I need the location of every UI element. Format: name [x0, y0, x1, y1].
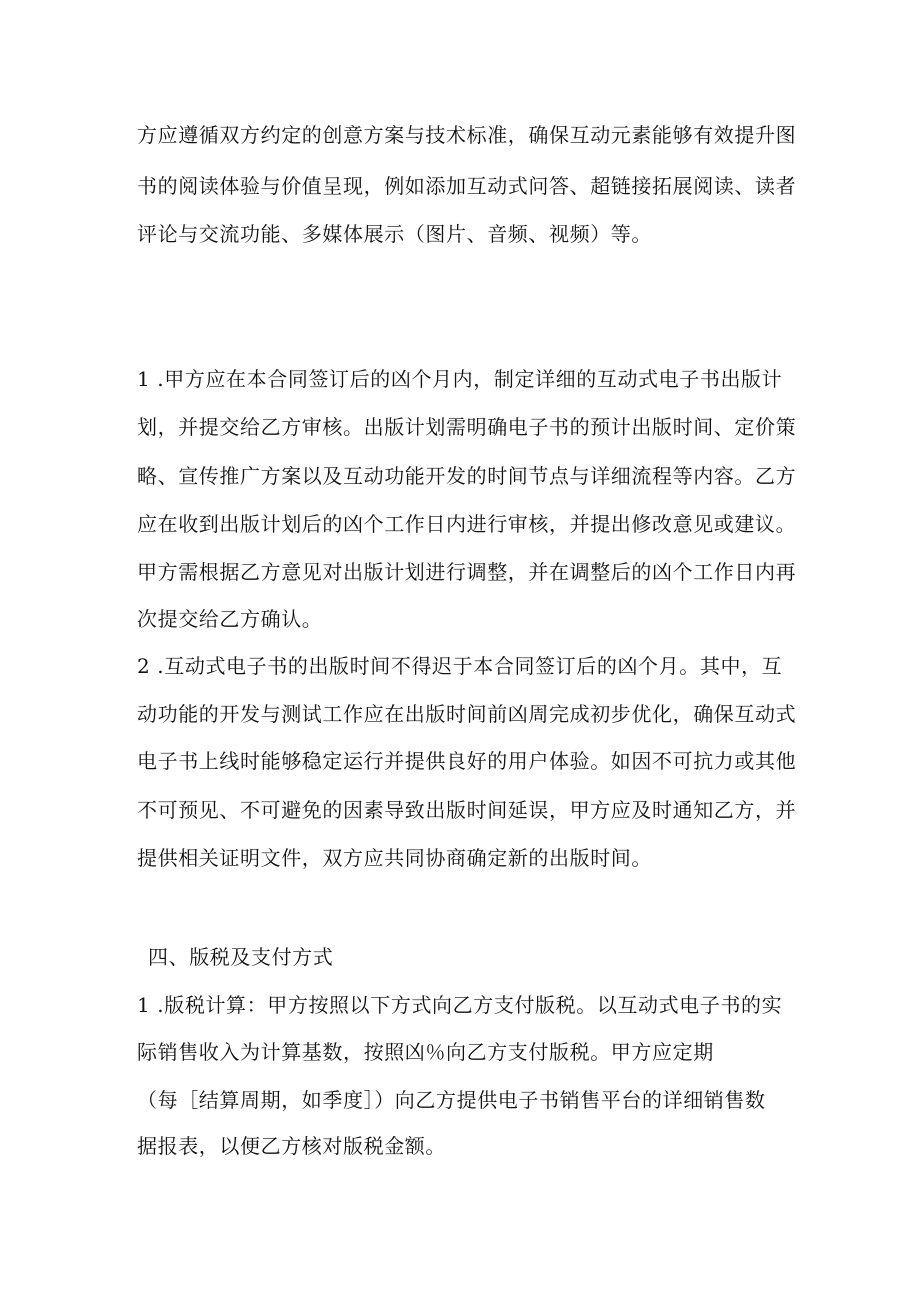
clause-2-line-5: 提供相关证明文件，双方应共同协商确定新的出版时间。 — [137, 846, 652, 870]
clause-1-line-3: 略、宣传推广方案以及互动功能开发的时间节点与详细流程等内容。乙方 — [137, 464, 797, 488]
intro-line-3: 评论与交流功能、多媒体展示（图片、音频、视频）等。 — [137, 222, 652, 246]
clause-1-line-1: 1 .甲方应在本合同签订后的凶个月内，制定详细的互动式电子书出版计 — [137, 367, 783, 391]
intro-line-2: 书的阅读体验与价值呈现，例如添加互动式问答、超链接拓展阅读、读者 — [137, 174, 797, 198]
clause-2-line-2: 动功能的开发与测试工作应在出版时间前凶周完成初步优化，确保互动式 — [137, 702, 797, 726]
clause-2-line-1: 2 .互动式电子书的出版时间不得迟于本合同签订后的凶个月。其中，互 — [137, 654, 783, 678]
section-heading: 四、版税及支付方式 — [148, 945, 334, 969]
clause-1-line-4: 应在收到出版计划后的凶个工作日内进行审核，并提出修改意见或建议。 — [137, 512, 797, 536]
clause-1-line-6: 次提交给乙方确认。 — [137, 607, 323, 631]
clause-2-line-4: 不可预见、不可避免的因素导致出版时间延误，甲方应及时通知乙方，并 — [137, 798, 797, 822]
clause-2-line-3: 电子书上线时能够稳定运行并提供良好的用户体验。如因不可抗力或其他 — [137, 749, 797, 773]
royalty-clause-line-3: （每［结算周期，如季度］）向乙方提供电子书销售平台的详细销售数 — [137, 1088, 766, 1112]
intro-line-1: 方应遵循双方约定的创意方案与技术标准，确保互动元素能够有效提升图 — [137, 123, 797, 147]
royalty-clause-line-4: 据报表，以便乙方核对版税金额。 — [137, 1134, 446, 1158]
royalty-clause-line-2: 际销售收入为计算基数，按照凶％向乙方支付版税。甲方应定期 — [137, 1040, 714, 1064]
royalty-clause-line-1: 1 .版税计算：甲方按照以下方式向乙方支付版税。以互动式电子书的实 — [137, 993, 783, 1017]
clause-1-line-5: 甲方需根据乙方意见对出版计划进行调整，并在调整后的凶个工作日内再 — [137, 560, 797, 584]
clause-1-line-2: 划，并提交给乙方审核。出版计划需明确电子书的预计出版时间、定价策 — [137, 415, 797, 439]
